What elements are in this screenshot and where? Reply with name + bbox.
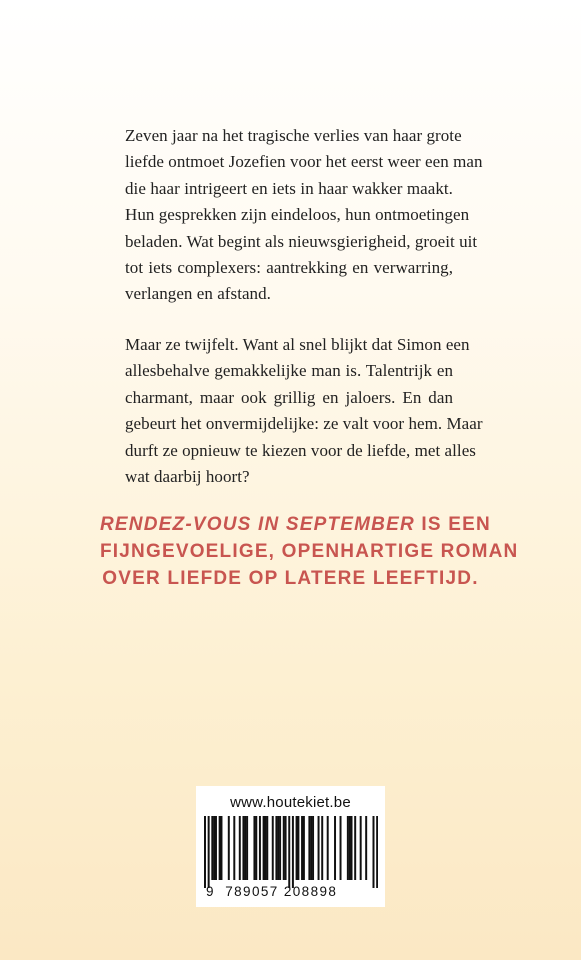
barcode-bar xyxy=(263,816,265,880)
barcode-bar xyxy=(365,816,367,880)
blurb-line: tot iets complexers: aantrekking en verwarring, xyxy=(125,258,453,278)
blurb-line: charmant, maar ook grillig en jaloers. En dan xyxy=(125,387,453,407)
barcode-bar xyxy=(246,816,248,880)
barcode-guard-bar xyxy=(204,816,206,888)
barcode-bar xyxy=(215,816,217,880)
barcode-bar xyxy=(244,816,246,880)
barcode-bar xyxy=(310,816,312,880)
barcode-bar xyxy=(318,816,320,880)
tagline-line-3: OVER LIEFDE OP LATERE LEEFTIJD. xyxy=(102,568,479,589)
book-title: RENDEZ-VOUS IN SEPTEMBER xyxy=(100,514,415,535)
barcode-bar xyxy=(334,816,336,880)
barcode-bar xyxy=(253,816,255,880)
barcode-bar xyxy=(272,816,274,880)
barcode-guard-bar xyxy=(208,816,210,888)
barcode-bar xyxy=(228,816,230,880)
barcode-bar xyxy=(275,816,277,880)
barcode-bar xyxy=(360,816,362,880)
blurb-line: die haar intrigeert en iets in haar wakker maakt. xyxy=(125,178,453,198)
barcode-bar xyxy=(242,816,244,880)
blurb-line: Hun gesprekken zijn eindeloos, hun ontmoetingen xyxy=(125,205,470,225)
blurb-line: beladen. Wat begint als nieuwsgierigheid, groeit uit xyxy=(125,231,478,251)
blurb-paragraph-2 xyxy=(125,332,483,490)
barcode-bar xyxy=(277,816,279,880)
barcode-bar xyxy=(239,816,241,880)
barcode-guard-bar xyxy=(376,816,378,888)
blurb-line: verlangen en afstand. xyxy=(125,284,271,304)
tagline xyxy=(100,511,519,592)
barcode-bar xyxy=(327,816,329,880)
blurb-line: allesbehalve gemakkelijke man is. Talentrijk en xyxy=(125,361,453,381)
blurb-line: liefde ontmoet Jozefien voor het eerst weer een man xyxy=(125,152,483,172)
barcode-bar xyxy=(321,816,323,880)
barcode-bar xyxy=(219,816,221,880)
barcode-bar xyxy=(279,816,281,880)
blurb-line: Maar ze twijfelt. Want al snel blijkt dat Simon een xyxy=(125,335,470,354)
barcode-bar xyxy=(211,816,213,880)
barcode-bar xyxy=(351,816,353,880)
barcode-guard-bar xyxy=(288,816,290,888)
barcode-bar xyxy=(349,816,351,880)
barcode-bar xyxy=(220,816,222,880)
barcode-guard-bar xyxy=(292,816,294,888)
barcode-bar xyxy=(259,816,261,880)
blurb-line: durft ze opnieuw te kiezen voor de liefde, met alles xyxy=(125,440,476,460)
barcode-icon xyxy=(204,816,378,888)
barcode-bar xyxy=(233,816,235,880)
barcode-guard-bar xyxy=(373,816,375,888)
barcode-bar xyxy=(297,816,299,880)
tagline-line-1-rest: IS EEN xyxy=(414,514,491,535)
barcode-bar xyxy=(347,816,349,880)
barcode-bar xyxy=(285,816,287,880)
barcode-bar xyxy=(264,816,266,880)
blurb-line: gebeurt het onvermijdelijke: ze valt voor hem. Maar xyxy=(125,414,483,434)
barcode-bar xyxy=(255,816,257,880)
publisher-website: www.houtekiet.be xyxy=(230,794,351,811)
blurb-line: Zeven jaar na het tragische verlies van haar grote xyxy=(125,126,462,145)
barcode-bar xyxy=(301,816,303,880)
barcode-bar xyxy=(312,816,314,880)
isbn-first-digit: 9 xyxy=(206,884,215,899)
barcode-bar xyxy=(340,816,342,880)
barcode-bar xyxy=(213,816,215,880)
isbn-left-group: 789057 xyxy=(225,884,279,899)
barcode-bar xyxy=(303,816,305,880)
blurb-line: wat daarbij hoort? xyxy=(125,467,250,487)
barcode-bar xyxy=(354,816,356,880)
isbn-digits xyxy=(206,884,378,899)
barcode-bar xyxy=(296,816,298,880)
barcode-bar xyxy=(283,816,285,880)
barcode-bar xyxy=(266,816,268,880)
barcode-box xyxy=(196,786,385,907)
tagline-line-1 xyxy=(100,511,491,538)
barcode-bar xyxy=(308,816,310,880)
blurb-paragraph-1 xyxy=(125,123,483,308)
tagline-line-2: FIJNGEVOELIGE, OPENHARTIGE ROMAN xyxy=(100,541,519,562)
isbn-right-group: 208898 xyxy=(283,884,338,899)
